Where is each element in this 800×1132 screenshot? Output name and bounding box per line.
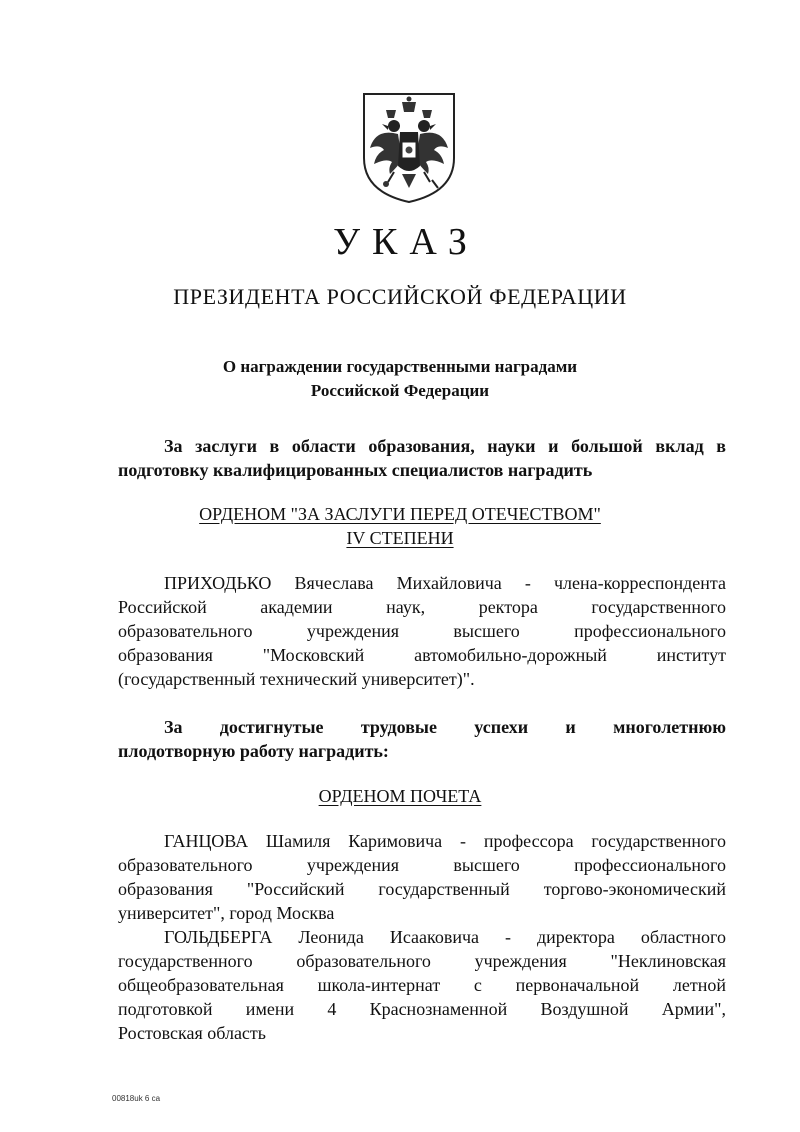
- recipient-line: образования "Московский автомобильно-дорожный институт: [118, 645, 726, 665]
- order-title-honor: [0, 784, 800, 808]
- recipient-line: образования "Российский государственный торгово-экономический: [118, 879, 726, 899]
- order-title-merit: [0, 502, 800, 550]
- order-line: ОРДЕНОМ "ЗА ЗАСЛУГИ ПЕРЕД ОТЕЧЕСТВОМ": [199, 504, 601, 524]
- intro-line: подготовку квалифицированных специалистов наградить: [118, 460, 593, 480]
- decree-issuer: ПРЕЗИДЕНТА РОССИЙСКОЙ ФЕДЕРАЦИИ: [173, 284, 627, 309]
- decree-title: УКАЗ: [333, 221, 479, 263]
- recipient-gantsov: [118, 829, 726, 925]
- recipient-line: ПРИХОДЬКО Вячеслава Михайловича - члена-корреспондента: [164, 573, 726, 593]
- recipient-line: ГАНЦОВА Шамиля Каримовича - профессора государственного: [164, 831, 726, 851]
- recipient-line: общеобразовательная школа-интернат с первоначальной летной: [118, 975, 726, 995]
- recipient-line: образовательного учреждения высшего профессионального: [118, 855, 726, 875]
- heading-line: О награждении государственными наградами: [222, 357, 578, 376]
- document-code: 00818uk 6 ca: [112, 1094, 161, 1103]
- section2-intro: [118, 715, 726, 763]
- recipient-line: университет", город Москва: [118, 903, 335, 923]
- heading-line: Российской Федерации: [310, 381, 490, 400]
- coat-of-arms-emblem: [358, 88, 460, 206]
- recipient-line: Российской академии наук, ректора государственного: [118, 597, 726, 617]
- recipient-line: подготовкой имени 4 Краснознаменной Воздушной Армии",: [118, 999, 726, 1019]
- intro-line: плодотворную работу наградить:: [118, 741, 389, 761]
- recipient-line: образовательного учреждения высшего профессионального: [118, 621, 726, 641]
- intro-line: За достигнутые трудовые успехи и многолетнюю: [164, 717, 726, 737]
- recipient-prikhodko: [118, 571, 726, 691]
- intro-line: За заслуги в области образования, науки и большой вклад в: [164, 436, 726, 456]
- recipient-goldberg: [118, 925, 726, 1045]
- recipient-line: ГОЛЬДБЕРГА Леонида Исааковича - директора областного: [164, 927, 726, 947]
- recipient-line: Ростовская область: [118, 1023, 266, 1043]
- decree-heading: [150, 355, 650, 403]
- recipient-line: (государственный технический университет)".: [118, 669, 475, 689]
- recipient-line: государственного образовательного учреждения "Неклиновская: [118, 951, 726, 971]
- section1-intro: [118, 434, 726, 482]
- order-line: IV СТЕПЕНИ: [346, 528, 454, 548]
- order-line: ОРДЕНОМ ПОЧЕТА: [318, 786, 482, 806]
